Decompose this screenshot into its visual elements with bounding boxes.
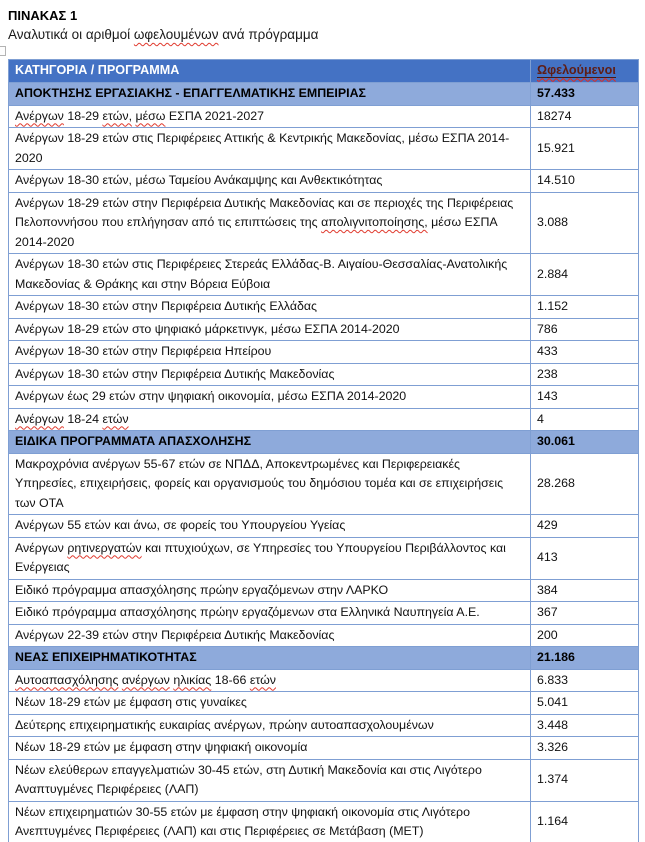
program-cell [9,105,531,128]
program-text: Ανέργων 18-30 ετών στην Περιφέρεια Δυτικής Μακεδονίας [15,366,335,381]
section-row [9,83,639,106]
program-cell [9,669,531,692]
program-cell [9,254,531,296]
program-cell [9,431,531,454]
beneficiaries-cell: 1.374 [531,759,639,801]
misspelled-word: ανέργων [121,672,170,687]
program-cell [9,647,531,670]
program-text: Ανέργων 55 ετών και άνω, σε φορείς του Υπουργείου Υγείας [15,518,346,532]
column-header-category: ΚΑΤΗΓΟΡΙΑ / ΠΡΟΓΡΑΜΜΑ [9,60,531,83]
program-cell [9,170,531,193]
section-row [9,431,639,454]
beneficiaries-cell: 21.186 [531,647,639,670]
table-row [9,515,639,538]
program-text: Ανέργων 18-29 ετών στις Περιφέρειες Αττικής & Κεντρικής Μακεδονίας, μέσω ΕΣΠΑ 2014-2020 [15,131,510,165]
beneficiaries-cell: 367 [531,602,639,625]
table-row [9,386,639,409]
table-row [9,363,639,386]
table-row [9,737,639,760]
subtitle-text-after: ανά πρόγραμμα [218,27,319,42]
program-cell [9,386,531,409]
program-text: Μακροχρόνια ανέργων 55-67 ετών σε ΝΠΔΔ, Αποκεντρωμένες και Περιφερειακές Υπηρεσίες, επιχειρήσεις, φορείς και οργανισμούς του δημόσιου τομέα και σε επιχειρήσεις των ΟΤΑ [15,456,504,510]
table-row [9,296,639,319]
misspelled-word: απολιγνιτοποίησης, [321,215,428,229]
table-row [9,341,639,364]
program-cell [9,341,531,364]
beneficiaries-cell: 143 [531,386,639,409]
beneficiaries-cell: 429 [531,515,639,538]
program-cell [9,579,531,602]
program-text: Νέων 18-29 ετών με έμφαση στην ψηφιακή οικονομία [15,740,308,754]
program-cell [9,737,531,760]
beneficiaries-cell: 238 [531,363,639,386]
misspelled-word: ηλικίας [173,672,212,687]
program-text: 18-66 [211,672,250,687]
program-text: Δεύτερης επιχειρηματικής ευκαιρίας ανέργων, πρώην αυτοαπασχολουμένων [15,717,434,732]
misspelled-word: ετών [249,672,276,687]
beneficiaries-cell: 433 [531,341,639,364]
beneficiaries-cell: 3.326 [531,737,639,760]
misspelled-word: Ανέργων [15,108,64,123]
table-row [9,759,639,801]
beneficiaries-cell: 384 [531,579,639,602]
program-text: Ανέργων 18-29 ετών στην Περιφέρεια Δυτικής Μακεδονίας και σε περιοχές της Περιφέρειας Πελοποννήσου που επλήγησαν από τις επιπτώσεις της [15,195,514,229]
beneficiaries-cell: 1.152 [531,296,639,319]
page-title: ΠΙΝΑΚΑΣ 1 [8,8,78,23]
beneficiaries-cell: 14.510 [531,170,639,193]
program-cell [9,128,531,170]
table-anchor-marker [0,46,6,56]
program-cell [9,602,531,625]
section-row [9,647,639,670]
table-row [9,537,639,579]
program-text: Ανέργων 18-29 ετών στο ψηφιακό μάρκετινγκ, μέσω ΕΣΠΑ 2014-2020 [15,321,400,336]
table-row [9,170,639,193]
table-row [9,624,639,647]
beneficiaries-cell: 200 [531,624,639,647]
table-header-row [9,60,639,83]
program-text: Ανέργων 18-30 ετών στην Περιφέρεια Ηπείρου [15,344,272,358]
table-row [9,579,639,602]
beneficiaries-cell: 30.061 [531,431,639,454]
beneficiaries-table [8,59,639,842]
program-cell [9,363,531,386]
program-cell [9,537,531,579]
beneficiaries-cell: 5.041 [531,692,639,715]
table-body [9,83,639,842]
program-text: και πτυχιούχων, σε Υπηρεσίες του Υπουργείου Περιβάλλοντος και Ενέργειας [15,540,506,574]
beneficiaries-cell: 57.433 [531,83,639,106]
table-row [9,669,639,692]
program-text: ΕΙΔΙΚΑ ΠΡΟΓΡΑΜΜΑΤΑ ΑΠΑΣΧΟΛΗΣΗΣ [15,434,252,448]
program-text: μέσω ΕΣΠΑ 2014-2020 [15,215,498,249]
program-text: Νέων 18-29 ετών με έμφαση στις γυναίκες [15,695,247,709]
program-text: Ανέργων 18-30 ετών στην Περιφέρεια Δυτικής Ελλάδας [15,299,318,313]
program-cell [9,759,531,801]
program-text: ΝΕΑΣ ΕΠΙΧΕΙΡΗΜΑΤΙΚΟΤΗΤΑΣ [15,650,197,664]
program-text: Ανέργων 22-39 ετών στην Περιφέρεια Δυτικής Μακεδονίας [15,627,335,642]
column-header-beneficiaries [531,60,639,83]
beneficiaries-cell: 413 [531,537,639,579]
program-text: Ανέργων 18-30 ετών, μέσω Ταμείου Ανάκαμψης και Ανθεκτικότητας [15,173,383,187]
subtitle-text-before: Αναλυτικά οι αριθμοί [8,27,134,42]
table-row [9,192,639,254]
beneficiaries-cell: 15.921 [531,128,639,170]
program-text: Ανέργων έως 29 ετών στην ψηφιακή οικονομία, μέσω ΕΣΠΑ 2014-2020 [15,389,407,403]
program-cell [9,453,531,515]
program-cell [9,296,531,319]
program-text: Νέων επιχειρηματιών 30-55 ετών με έμφαση στην ψηφιακή οικονομία στις Λιγότερο Ανεπτυγμένες Περιφέρειες (ΛΑΠ) και στις Περιφέρειες σε Μετάβαση (ΜΕΤ) [15,804,470,838]
program-text: Ανέργων [15,540,68,555]
table-row [9,692,639,715]
program-cell [9,801,531,842]
beneficiaries-cell: 28.268 [531,453,639,515]
program-text: Ειδικό πρόγραμμα απασχόλησης πρώην εργαζόμενων στην ΛΑΡΚΟ [15,582,389,597]
program-cell [9,83,531,106]
subtitle-misspelled-word: ωφελουμένων [133,27,219,42]
misspelled-word: ετών [102,411,129,426]
program-cell [9,624,531,647]
misspelled-word: Αυτοαπασχόλησης [15,672,119,687]
program-text: Ειδικό πρόγραμμα απασχόλησης πρώην εργαζόμενων στα Ελληνικά Ναυπηγεία Α.Ε. [15,605,480,619]
program-text: ΑΠΟΚΤΗΣΗΣ ΕΡΓΑΣΙΑΚΗΣ - ΕΠΑΓΓΕΛΜΑΤΙΚΗΣ ΕΜΠΕΙΡΙΑΣ [15,86,366,100]
program-cell [9,714,531,737]
table-row [9,105,639,128]
page-subtitle [8,27,638,42]
misspelled-word: Ανέργων [15,411,64,426]
table-row [9,602,639,625]
misspelled-word: μέσω [135,108,166,123]
program-cell [9,318,531,341]
beneficiaries-cell: 6.833 [531,669,639,692]
table-row [9,453,639,515]
beneficiaries-header-squiggle: Ωφελούμενοι [537,63,616,78]
program-text: 18-24 [63,411,103,426]
table-row [9,254,639,296]
beneficiaries-cell: 18274 [531,105,639,128]
table-row [9,801,639,842]
table-row [9,318,639,341]
program-text: Νέων ελεύθερων επαγγελματιών 30-45 ετών, στη Δυτική Μακεδονία και στις Λιγότερο Αναπτυγμένες Περιφέρειες (ΛΑΠ) [15,762,482,796]
beneficiaries-cell: 786 [531,318,639,341]
table-row [9,408,639,431]
beneficiaries-cell: 3.448 [531,714,639,737]
program-text: 18-29 [63,108,103,123]
program-text: Ανέργων 18-30 ετών στις Περιφέρειες Στερεάς Ελλάδας-Β. Αιγαίου-Θεσσαλίας-Ανατολικής Μακεδονίας & Θράκης και στην Βόρεια Εύβοια [15,257,508,291]
program-cell [9,192,531,254]
program-cell [9,515,531,538]
beneficiaries-cell: 4 [531,408,639,431]
table-row [9,714,639,737]
beneficiaries-cell: 2.884 [531,254,639,296]
program-cell [9,692,531,715]
program-cell [9,408,531,431]
misspelled-word: ρητινεργατών [67,540,142,555]
table-row [9,128,639,170]
beneficiaries-cell: 1.164 [531,801,639,842]
misspelled-word: ετών, [102,108,133,123]
program-text: ΕΣΠΑ 2021-2027 [165,108,265,123]
beneficiaries-cell: 3.088 [531,192,639,254]
